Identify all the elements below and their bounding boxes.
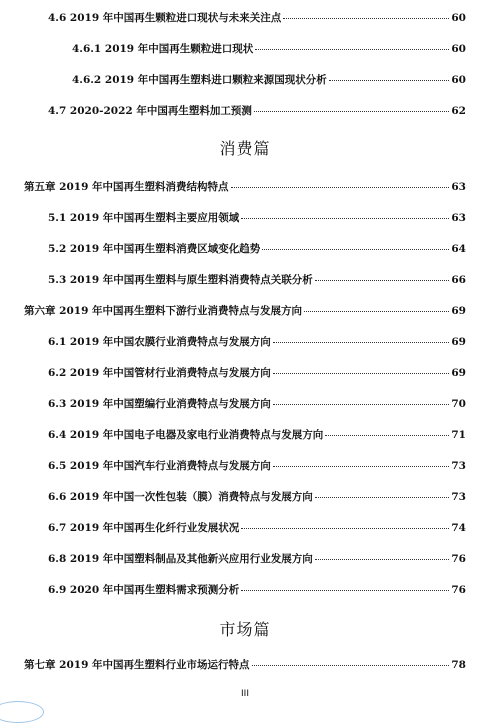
toc-leader xyxy=(252,665,450,666)
toc-entry[interactable] xyxy=(48,10,466,25)
toc-leader xyxy=(304,311,449,312)
toc-entry-page: 76 xyxy=(451,553,466,565)
toc-leader xyxy=(254,111,449,112)
toc-leader xyxy=(329,80,450,81)
toc-entry-page: 60 xyxy=(451,12,466,24)
toc-entry[interactable] xyxy=(48,489,466,504)
toc-leader xyxy=(315,280,450,281)
toc-entry[interactable] xyxy=(48,210,466,225)
toc-leader xyxy=(231,187,450,188)
toc-entry-title: 4.6.2 2019 年中国再生塑料进口颗粒来源国现状分析 xyxy=(72,74,327,86)
toc-entry-title: 5.2 2019 年中国再生塑料消费区域变化趋势 xyxy=(48,243,261,255)
toc-entry-page: 69 xyxy=(451,336,466,348)
toc-entry[interactable] xyxy=(48,458,466,473)
toc-entry-page: 71 xyxy=(451,429,466,441)
toc-entry-title: 6.9 2020 年中国再生塑料需求预测分析 xyxy=(48,584,240,596)
toc-leader xyxy=(241,590,449,591)
toc-entry[interactable] xyxy=(48,272,466,287)
toc-entry-title: 第六章 2019 年中国再生塑料下游行业消费特点与发展方向 xyxy=(24,305,303,317)
toc-leader xyxy=(315,559,450,560)
toc-entry-title: 4.6 2019 年中国再生颗粒进口现状与未来关注点 xyxy=(48,12,282,24)
toc-leader xyxy=(273,373,450,374)
toc-entry-page: 62 xyxy=(451,105,466,117)
toc-leader xyxy=(315,497,450,498)
toc-entry[interactable] xyxy=(48,334,466,349)
toc-entry-title: 4.7 2020-2022 年中国再生塑料加工预测 xyxy=(48,105,252,117)
toc-leader xyxy=(283,18,449,19)
toc-entry-title: 5.3 2019 年中国再生塑料与原生塑料消费特点关联分析 xyxy=(48,274,313,286)
toc-leader xyxy=(325,435,449,436)
toc-entry[interactable] xyxy=(48,520,466,535)
toc-leader xyxy=(255,49,449,50)
toc-leader xyxy=(241,528,449,529)
toc-entry-title: 6.4 2019 年中国电子电器及家电行业消费特点与发展方向 xyxy=(48,429,324,441)
toc-entry-title: 6.5 2019 年中国汽车行业消费特点与发展方向 xyxy=(48,460,271,472)
toc-leader xyxy=(262,249,449,250)
toc-entry-page: 60 xyxy=(451,43,466,55)
toc-entry[interactable] xyxy=(48,582,466,597)
toc-leader xyxy=(273,342,450,343)
toc-entry-title: 4.6.1 2019 年中国再生颗粒进口现状 xyxy=(72,43,254,55)
toc-entry-title: 6.3 2019 年中国塑编行业消费特点与发展方向 xyxy=(48,398,271,410)
toc-chapter-entry[interactable] xyxy=(24,657,466,672)
toc-entry[interactable] xyxy=(72,41,466,56)
toc-chapter-entry[interactable] xyxy=(24,179,466,194)
toc-entry-page: 64 xyxy=(451,243,466,255)
page-number: III xyxy=(241,689,249,699)
toc-entry-title: 第五章 2019 年中国再生塑料消费结构特点 xyxy=(24,181,229,193)
toc-entry-page: 73 xyxy=(451,491,466,503)
toc-entry-page: 76 xyxy=(451,584,466,596)
toc-entry-title: 5.1 2019 年中国再生塑料主要应用领域 xyxy=(48,212,240,224)
toc-entry-page: 73 xyxy=(451,460,466,472)
toc-entry-page: 63 xyxy=(451,212,466,224)
toc-entry-page: 63 xyxy=(451,181,466,193)
toc-leader xyxy=(273,404,450,405)
toc-entry-page: 70 xyxy=(451,398,466,410)
part-heading-consumption: 消费篇 xyxy=(219,139,271,158)
toc-entry[interactable] xyxy=(48,551,466,566)
toc-entry[interactable] xyxy=(48,396,466,411)
toc-entry-title: 6.1 2019 年中国农膜行业消费特点与发展方向 xyxy=(48,336,271,348)
toc-entry[interactable] xyxy=(48,103,466,118)
toc-entry-title: 6.6 2019 年中国一次性包装（膜）消费特点与发展方向 xyxy=(48,491,313,503)
toc-entry-title: 6.2 2019 年中国管材行业消费特点与发展方向 xyxy=(48,367,271,379)
toc-entry[interactable] xyxy=(72,72,466,87)
toc-entry-title: 6.7 2019 年中国再生化纤行业发展状况 xyxy=(48,522,240,534)
toc-leader xyxy=(273,466,450,467)
part-heading-market: 市场篇 xyxy=(219,620,271,639)
toc-entry-page: 78 xyxy=(451,659,466,671)
toc-entry[interactable] xyxy=(48,241,466,256)
toc-entry-title: 6.8 2019 年中国塑料制品及其他新兴应用行业发展方向 xyxy=(48,553,313,565)
toc-entry-title: 第七章 2019 年中国再生塑料行业市场运行特点 xyxy=(24,659,250,671)
toc-entry-page: 69 xyxy=(451,367,466,379)
toc-entry[interactable] xyxy=(48,365,466,380)
toc-entry-page: 66 xyxy=(451,274,466,286)
toc-leader xyxy=(241,218,449,219)
toc-entry-page: 60 xyxy=(451,74,466,86)
toc-entry-page: 74 xyxy=(451,522,466,534)
toc-entry[interactable] xyxy=(48,427,466,442)
corner-decoration xyxy=(0,701,44,723)
toc-entry-page: 69 xyxy=(451,305,466,317)
toc-chapter-entry[interactable] xyxy=(24,303,466,318)
